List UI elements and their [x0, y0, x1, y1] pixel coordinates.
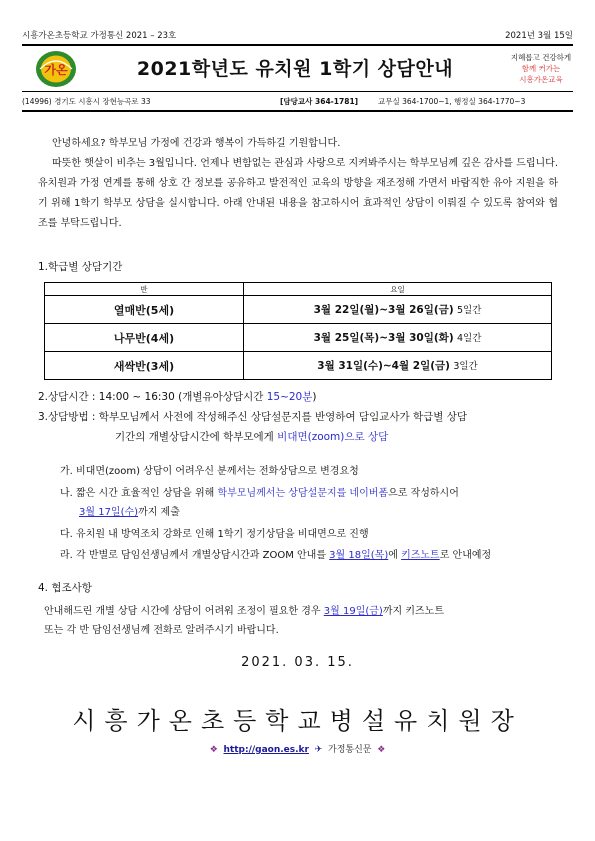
note-da: 다. 유치원 내 방역조치 강화로 인해 1학기 정기상담을 비대면으로 진행	[60, 529, 369, 540]
principal-title: 시흥가온초등학교병설유치원장	[72, 707, 523, 735]
school-website-link[interactable]: http://gaon.es.kr	[223, 745, 309, 755]
footer-tail: 가정통신문	[328, 745, 372, 755]
header-rule-top	[22, 44, 573, 46]
method-line-2: 기간의 개별상담시간에 학부모에게	[115, 431, 278, 443]
note-ra-date: 3월 18일(목)	[329, 550, 389, 561]
class-cell: 새싹반(3세)	[45, 352, 244, 380]
section-3-method: 3.상담방법 : 학부모님께서 사전에 작성해주신 상담설문지를 반영하여 담임교사가 학급별 상담	[38, 411, 468, 423]
note-ra-pre: 라. 각 반별로 담임선생님께서 개별상담시간과 ZOOM 안내를	[60, 550, 330, 561]
header-rule-mid	[22, 91, 573, 92]
note-na	[60, 485, 580, 503]
duration: 3일간	[453, 361, 478, 372]
note-na-end: 까지 제출	[138, 507, 180, 518]
coop-post: 까지 키즈노트	[382, 606, 444, 617]
time-highlight: 15~20분	[266, 391, 313, 403]
note-na-date: 3월 17일(수)	[79, 507, 139, 518]
coop-pre: 안내해드린 개별 상담 시간에 상담이 어려워 조정이 필요한 경우	[44, 606, 324, 617]
coop-date: 3월 19일(금)	[323, 606, 383, 617]
section-1-heading: 1.학급별 상담기간	[38, 261, 123, 273]
note-ga: 가. 비대면(zoom) 상담이 어려우신 분께서는 전화상담으로 변경요청	[60, 466, 359, 477]
time-close: )	[312, 391, 317, 403]
duration: 5일간	[456, 305, 482, 316]
note-ra-app: 키즈노트	[401, 550, 440, 561]
logo-emblem-icon	[34, 49, 78, 89]
intro-paragraph: 따뜻한 햇살이 비추는 3월입니다. 언제나 변함없는 관심과 사랑으로 지켜봐주시는 학부모님께 깊은 감사를 드립니다. 유치원과 가정 연계를 통해 상호 간 정보를 공유하고 발전적인 교육의 방향을 재조정해 가면서 바람직한 유아 지원을 하기 위해 1학기 학부모 상담을 실시합니다. 아래 안내된 내용을 참고하시어 효과적인 상담이 이뤄질 수 있도록 참여와 협조를 부탁드립니다.	[38, 158, 558, 229]
diamond-left-icon: ❖	[209, 745, 218, 755]
class-cell: 나무반(4세)	[45, 324, 244, 352]
note-ra-end: 로 안내예정	[439, 550, 492, 561]
teacher-contact: [담당교사 364-1781]	[280, 97, 359, 106]
note-na-pre: 나. 짧은 시간 효율적인 상담을 위해	[60, 488, 218, 499]
note-na-line-2	[79, 504, 595, 522]
schedule-table	[44, 282, 552, 380]
newsletter-date: 2021년 3월 15일	[505, 31, 573, 41]
school-motto	[505, 52, 577, 85]
school-logo	[34, 49, 78, 89]
logo-text: 가온	[44, 63, 68, 77]
header-rule-bottom	[22, 110, 573, 112]
table-header-row	[45, 283, 552, 296]
table-row	[45, 324, 552, 352]
page-title: 2021학년도 유치원 1학기 상담안내	[136, 58, 454, 80]
airplane-icon: ✈	[314, 745, 323, 755]
date-range: 3월 31일(수)~4월 2일(금)	[317, 360, 450, 372]
method-highlight: 비대면(zoom)으로 상담	[277, 431, 389, 443]
date-range: 3월 22일(월)~3월 26일(금)	[313, 304, 454, 316]
section-3-line-2	[115, 429, 388, 444]
signature-date: 2021. 03. 15.	[241, 655, 354, 670]
note-na-post: 으로 작성하시어	[388, 488, 459, 499]
class-cell: 열매반(5세)	[45, 296, 244, 324]
greeting: 안녕하세요? 학부모님 가정에 건강과 행복이 가득하길 기원합니다.	[52, 138, 341, 149]
motto-line-3: 시흥가온교육	[519, 75, 563, 84]
section-2-time	[38, 389, 317, 404]
note-na-highlight: 학부모님께서는 상담설문지를 네이버폼	[217, 488, 389, 499]
duration: 4일간	[456, 333, 482, 344]
table-row	[45, 296, 552, 324]
date-cell	[244, 324, 552, 352]
col-class-header: 반	[45, 283, 244, 296]
motto-line-2: 함께 커가는	[521, 64, 561, 73]
table-row	[45, 352, 552, 380]
motto-line-1: 지혜롭고 건강하게	[510, 53, 572, 62]
date-cell	[244, 296, 552, 324]
newsletter-id: 시흥가온초등학교 가정통신 2021 – 23호	[22, 31, 177, 41]
contact-row	[22, 96, 573, 107]
date-cell	[244, 352, 552, 380]
time-label: 2.상담시간 : 14:00 ~ 16:30 (개별유아상담시간	[38, 391, 267, 403]
col-day-header: 요일	[244, 283, 552, 296]
section-4-line-1	[44, 602, 444, 617]
section-4-line-2: 또는 각 반 담임선생님께 전화로 알려주시기 바랍니다.	[44, 625, 279, 636]
office-contacts: 교무실 364-1700~1, 행정실 364-1770~3	[378, 97, 526, 106]
header-top-line	[22, 29, 573, 41]
note-ra-mid: 에	[388, 550, 402, 561]
diamond-right-icon: ❖	[377, 745, 386, 755]
school-address: (14996) 경기도 시흥시 장현능곡로 33	[22, 97, 151, 106]
note-ra	[60, 547, 580, 565]
date-range: 3월 25일(목)~3월 30일(화)	[313, 332, 454, 344]
footer-line	[0, 742, 595, 755]
section-4-heading: 4. 협조사항	[38, 582, 92, 594]
